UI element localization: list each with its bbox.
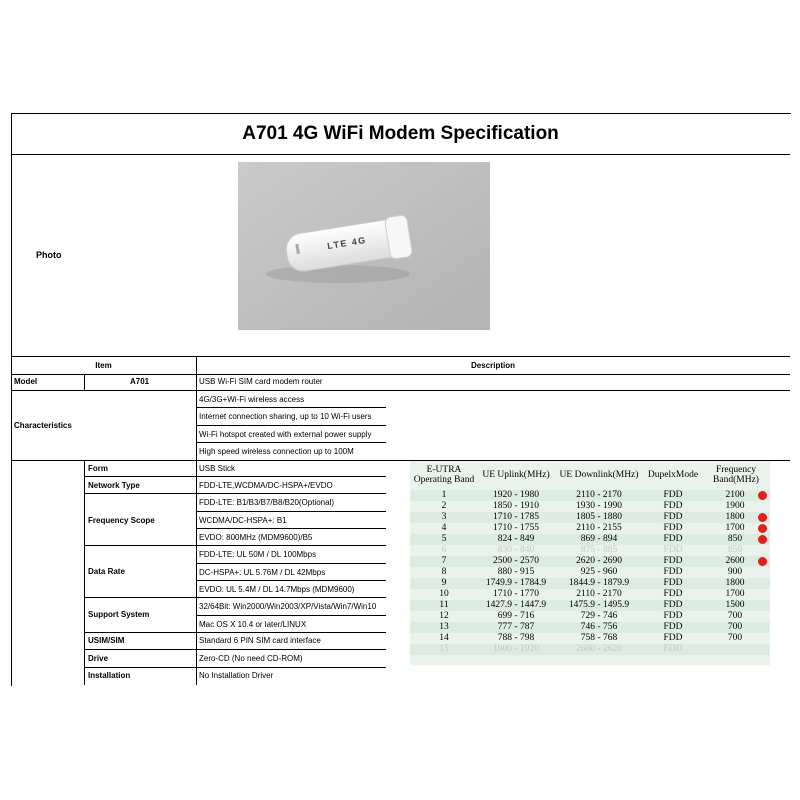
band-uplink: 880 - 915 bbox=[497, 567, 535, 577]
band-uplink: 699 - 716 bbox=[497, 611, 535, 621]
divider bbox=[11, 374, 790, 375]
band-uplink: 2500 - 2570 bbox=[493, 556, 539, 566]
band-duplex-mode: FDD bbox=[663, 556, 683, 566]
band-uplink: 1749.9 - 1784.9 bbox=[485, 578, 547, 588]
band-number: 12 bbox=[439, 611, 449, 621]
divider bbox=[84, 667, 386, 668]
usim-label: USIM/SIM bbox=[88, 636, 125, 645]
band-number: 4 bbox=[441, 523, 447, 533]
divider bbox=[84, 476, 386, 477]
characteristic-item: 4G/3G+Wi-Fi wireless access bbox=[199, 395, 305, 404]
model-description: USB Wi-Fi SIM card modem router bbox=[199, 377, 323, 386]
band-duplex-mode: FDD bbox=[663, 523, 683, 533]
band-duplex-mode: FDD bbox=[663, 589, 683, 599]
band-downlink: 1805 - 1880 bbox=[576, 512, 622, 522]
band-number: 11 bbox=[439, 600, 449, 610]
divider bbox=[196, 563, 386, 564]
band-downlink: 2600 - 2620 bbox=[576, 644, 622, 654]
band-number: 7 bbox=[441, 556, 447, 566]
band-number: 14 bbox=[439, 633, 449, 643]
band-duplex-mode: FDD bbox=[663, 611, 683, 621]
model-label: Model bbox=[14, 377, 38, 386]
divider bbox=[84, 374, 85, 390]
device-label: LTE 4G bbox=[326, 234, 368, 252]
band-number: 9 bbox=[441, 578, 447, 588]
band-number: 2 bbox=[441, 501, 447, 511]
band-frequency: 2600 bbox=[725, 556, 745, 566]
divider bbox=[196, 407, 386, 408]
divider bbox=[196, 615, 386, 616]
divider bbox=[84, 632, 386, 633]
description-header: Description bbox=[470, 361, 515, 370]
band-uplink: 1920 - 1980 bbox=[493, 490, 539, 500]
band-downlink: 2110 - 2170 bbox=[576, 490, 622, 500]
characteristic-item: High speed wireless connection up to 100M bbox=[199, 447, 354, 456]
characteristics-label: Characteristics bbox=[14, 421, 72, 430]
band-uplink: 788 - 798 bbox=[497, 633, 535, 643]
frequency-scope-value: WCDMA/DC-HSPA+: B1 bbox=[199, 516, 287, 525]
supported-band-marker bbox=[758, 491, 767, 500]
network-type-label: Network Type bbox=[88, 481, 140, 490]
divider bbox=[11, 390, 790, 391]
band-frequency: 850 bbox=[727, 534, 743, 544]
support-system-value: 32/64Bit: Win2000/Win2003/XP/Vista/Win7/Win10 bbox=[199, 602, 377, 611]
band-uplink: 1710 - 1755 bbox=[493, 523, 539, 533]
divider bbox=[196, 528, 386, 529]
supported-band-marker bbox=[758, 513, 767, 522]
band-duplex-mode: FDD bbox=[663, 534, 683, 544]
band-frequency: 1900 bbox=[725, 501, 745, 511]
band-frequency: 1700 bbox=[725, 589, 745, 599]
band-frequency: 700 bbox=[727, 622, 743, 632]
divider bbox=[196, 356, 197, 685]
divider bbox=[84, 649, 386, 650]
downlink-header: UE Downlink(MHz) bbox=[559, 470, 639, 480]
data-rate-value: EVDO: UL 5.4M / DL 14.7Mbps (MDM9600) bbox=[199, 585, 355, 594]
band-duplex-mode: FDD bbox=[663, 633, 683, 643]
duplex-header: DupelxMode bbox=[647, 470, 699, 480]
band-frequency: 900 bbox=[727, 567, 743, 577]
divider bbox=[196, 511, 386, 512]
band-uplink: 830 - 840 bbox=[497, 545, 535, 555]
drive-label: Drive bbox=[88, 654, 109, 663]
band-downlink: 1475.9 - 1495.9 bbox=[568, 600, 630, 610]
band-duplex-mode: FDD bbox=[663, 512, 683, 522]
band-downlink: 2620 - 2690 bbox=[576, 556, 622, 566]
frequency-scope-value: EVDO: 800MHz (MDM9600)/B5 bbox=[199, 533, 313, 542]
band-duplex-mode: FDD bbox=[663, 545, 683, 555]
drive-value: Zero-CD (No need CD-ROM) bbox=[199, 654, 303, 663]
supported-band-marker bbox=[758, 524, 767, 533]
divider bbox=[84, 545, 386, 546]
support-system-label: Support System bbox=[88, 610, 150, 619]
data-rate-value: FDD-LTE: UL 50M / DL 100Mbps bbox=[199, 550, 317, 559]
band-number: 5 bbox=[441, 534, 447, 544]
band-number: 6 bbox=[441, 545, 447, 555]
band-downlink: 746 - 756 bbox=[580, 622, 618, 632]
band-number: 15 bbox=[439, 644, 449, 654]
band-frequency: 1700 bbox=[725, 523, 745, 533]
photo-label: Photo bbox=[36, 250, 62, 260]
divider bbox=[196, 425, 386, 426]
band-downlink: 2110 - 2170 bbox=[576, 589, 622, 599]
divider bbox=[196, 442, 386, 443]
form-value: USB Stick bbox=[199, 464, 236, 473]
divider bbox=[84, 493, 386, 494]
band-frequency: 700 bbox=[727, 633, 743, 643]
supported-band-marker bbox=[758, 535, 767, 544]
band-duplex-mode: FDD bbox=[663, 600, 683, 610]
band-downlink: 925 - 960 bbox=[580, 567, 618, 577]
band-number: 13 bbox=[439, 622, 449, 632]
band-downlink: 2110 - 2155 bbox=[576, 523, 622, 533]
band-uplink: 1850 - 1910 bbox=[493, 501, 539, 511]
band-uplink: 824 - 849 bbox=[497, 534, 535, 544]
data-rate-value: DC-HSPA+: UL 5.76M / DL 42Mbps bbox=[199, 568, 326, 577]
usb-modem-image bbox=[238, 162, 490, 330]
divider bbox=[84, 597, 386, 598]
band-downlink: 869 - 894 bbox=[580, 534, 618, 544]
band-duplex-mode: FDD bbox=[663, 578, 683, 588]
installation-value: No Installation Driver bbox=[199, 671, 274, 680]
frequency-header: Band(MHz) bbox=[713, 475, 759, 485]
band-frequency: 850 bbox=[727, 545, 743, 555]
usim-value: Standard 6 PIN SIM card interface bbox=[199, 636, 321, 645]
product-photo bbox=[238, 162, 490, 330]
divider bbox=[11, 356, 790, 357]
frequency-scope-value: FDD-LTE: B1/B3/B7/B8/B20(Optional) bbox=[199, 498, 335, 507]
band-frequency: 1800 bbox=[725, 512, 745, 522]
band-downlink: 1930 - 1990 bbox=[576, 501, 622, 511]
band-frequency: 1800 bbox=[725, 578, 745, 588]
band-uplink: 1427.9 - 1447.9 bbox=[485, 600, 547, 610]
band-downlink: 1844.9 - 1879.9 bbox=[568, 578, 630, 588]
form-label: Form bbox=[88, 464, 108, 473]
band-number: 1 bbox=[441, 490, 447, 500]
uplink-header: UE Uplink(MHz) bbox=[482, 470, 550, 480]
item-header: Item bbox=[95, 361, 112, 370]
band-uplink: 777 - 787 bbox=[497, 622, 535, 632]
band-downlink: 758 - 768 bbox=[580, 633, 618, 643]
characteristic-item: Internet connection sharing, up to 10 Wi-Fi users bbox=[199, 412, 372, 421]
network-type-value: FDD-LTE,WCDMA/DC-HSPA+/EVDO bbox=[199, 481, 333, 490]
frequency-header: Frequency bbox=[715, 465, 757, 475]
band-duplex-mode: FDD bbox=[663, 490, 683, 500]
band-header: E-UTRA bbox=[426, 465, 462, 475]
support-system-value: Mac OS X 10.4 or later/LINUX bbox=[199, 620, 307, 629]
supported-band-marker bbox=[758, 557, 767, 566]
installation-label: Installation bbox=[88, 671, 131, 680]
data-rate-label: Data Rate bbox=[88, 567, 125, 576]
band-number: 8 bbox=[441, 567, 447, 577]
characteristic-item: Wi-Fi hotspot created with external power supply bbox=[199, 430, 372, 439]
band-number: 10 bbox=[439, 589, 449, 599]
band-frequency: 1500 bbox=[725, 600, 745, 610]
band-downlink: 729 - 746 bbox=[580, 611, 618, 621]
divider bbox=[196, 580, 386, 581]
band-duplex-mode: FDD bbox=[663, 644, 683, 654]
band-uplink: 1710 - 1770 bbox=[493, 589, 539, 599]
band-number: 3 bbox=[441, 512, 447, 522]
band-header: Operating Band bbox=[413, 475, 475, 485]
band-duplex-mode: FDD bbox=[663, 567, 683, 577]
band-downlink: 875 - 885 bbox=[580, 545, 618, 555]
model-value: A701 bbox=[130, 377, 150, 386]
band-frequency: 2100 bbox=[725, 490, 745, 500]
band-frequency: 700 bbox=[727, 611, 743, 621]
band-uplink: 1900 - 1920 bbox=[493, 644, 539, 654]
frequency-scope-label: Frequency Scope bbox=[88, 516, 155, 525]
page-title: A701 4G WiFi Modem Specification bbox=[11, 113, 790, 155]
divider bbox=[84, 460, 85, 685]
band-duplex-mode: FDD bbox=[663, 622, 683, 632]
band-uplink: 1710 - 1785 bbox=[493, 512, 539, 522]
band-duplex-mode: FDD bbox=[663, 501, 683, 511]
